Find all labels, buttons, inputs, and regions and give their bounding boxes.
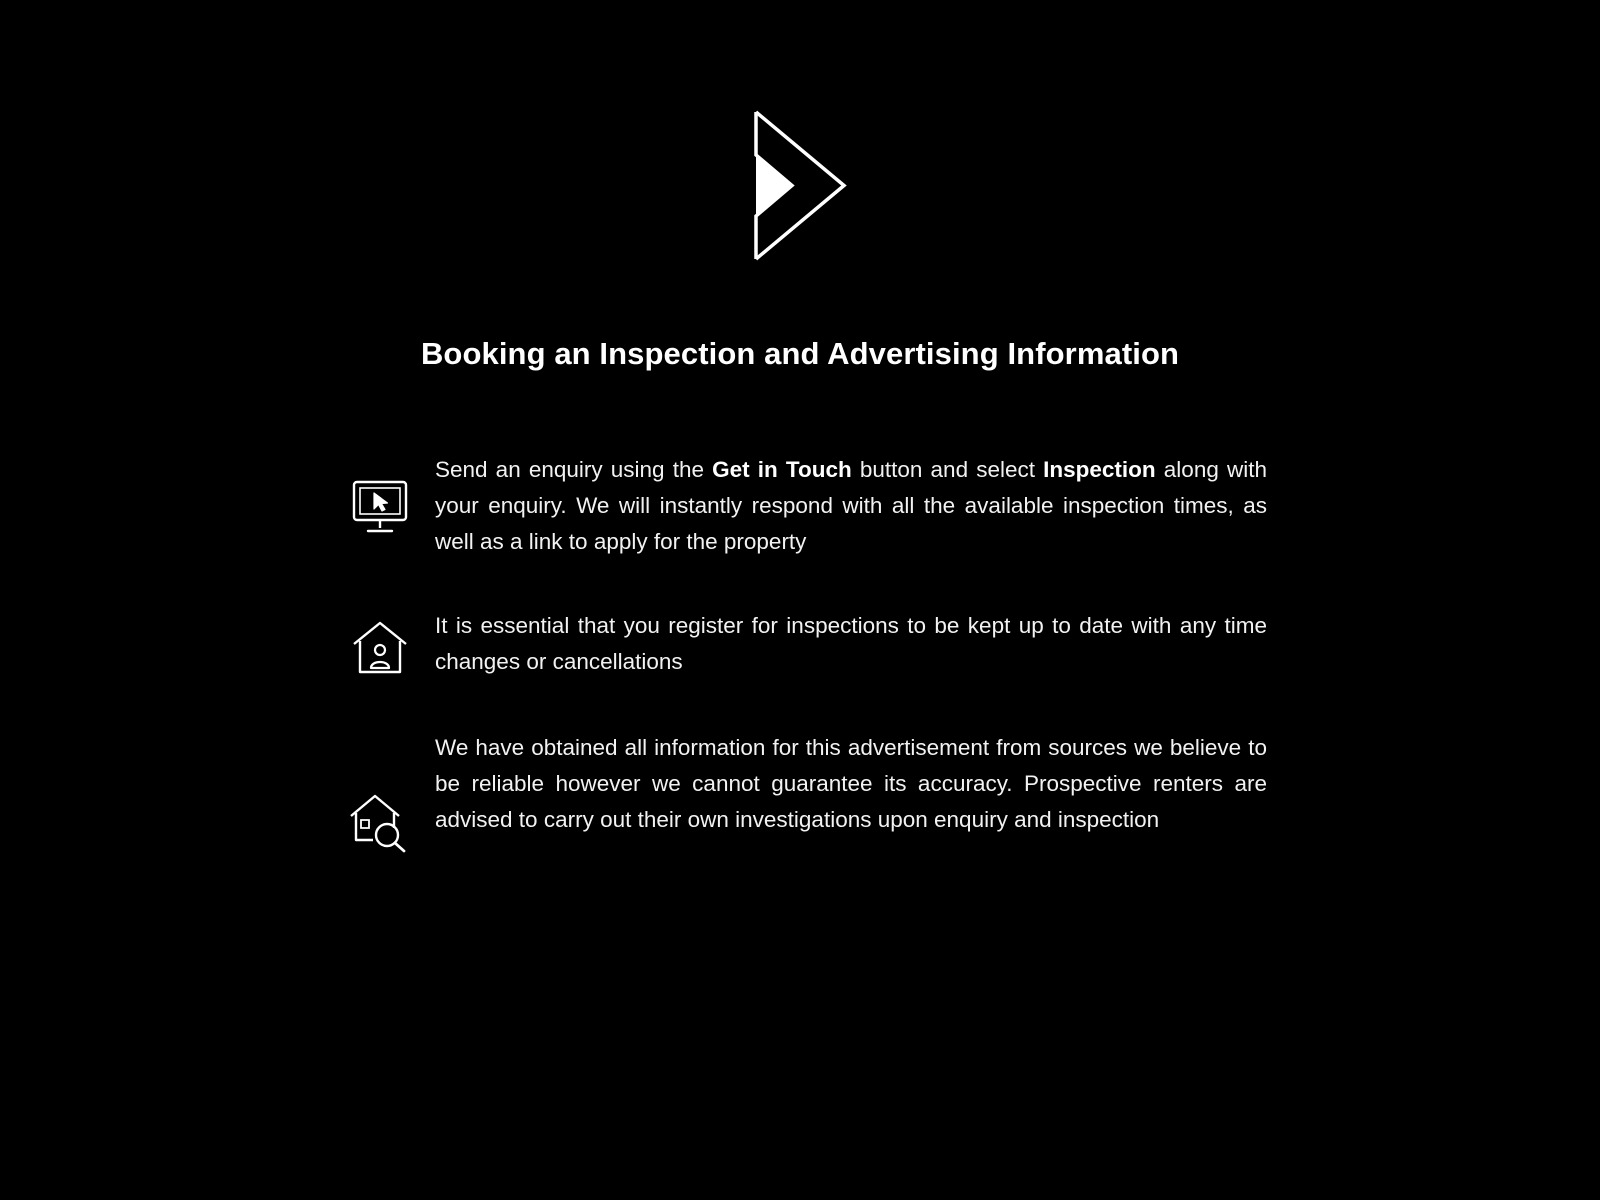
list-item-text <box>435 730 1275 838</box>
brand-logo <box>0 108 1600 263</box>
list-item-paragraph <box>435 452 1267 560</box>
chevron-right-logo-icon <box>750 108 850 263</box>
list-item <box>325 452 1275 560</box>
emphasis-get-in-touch: Get in Touch <box>712 457 852 482</box>
emphasis-inspection: Inspection <box>1043 457 1156 482</box>
list-item-paragraph: We have obtained all information for this advertisement from sources we believe to be reliable however we cannot guarantee its accuracy. Prospective renters are advised to carry out their own investigations upon enquiry and inspection <box>435 735 1267 832</box>
list-item-text <box>435 608 1275 680</box>
text-segment: along with your enquiry. We will instantly respond with all the available inspection times, as well as a link to apply for the property <box>435 457 1267 554</box>
list-item-paragraph: It is essential that you register for inspections to be kept up to date with any time changes or cancellations <box>435 613 1267 674</box>
text-segment: Send an enquiry using the <box>435 457 713 482</box>
text-segment: button and select <box>851 457 1044 482</box>
info-list <box>325 452 1275 888</box>
monitor-cursor-icon <box>325 452 435 538</box>
house-person-icon <box>325 608 435 680</box>
list-item <box>325 730 1275 854</box>
page-title: Booking an Inspection and Advertising Information <box>420 336 1180 371</box>
list-item <box>325 608 1275 680</box>
list-item-text <box>435 452 1275 560</box>
house-magnifier-icon <box>325 730 435 854</box>
